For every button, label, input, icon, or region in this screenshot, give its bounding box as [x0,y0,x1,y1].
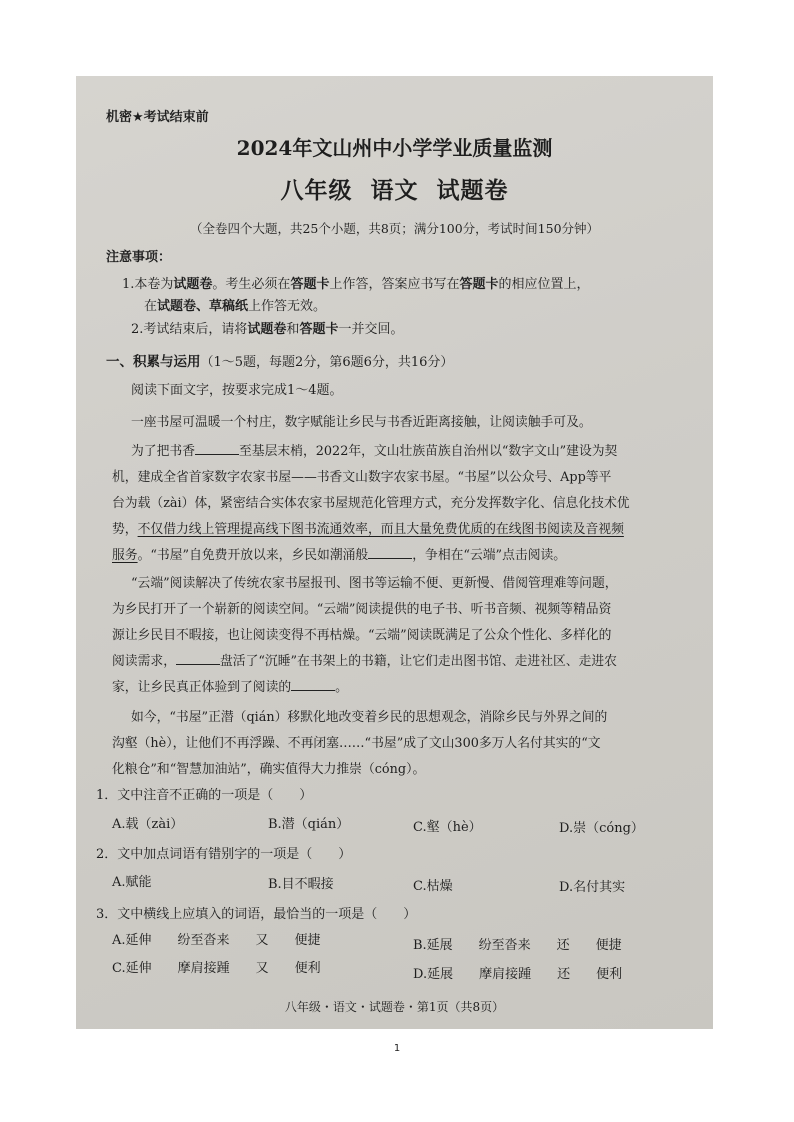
passage-p3-line-4: 阅读需求， 盘活了“沉睡”在书架上的书籍，让它们走出图书馆、走进社区、走进农 [112,654,617,669]
passage-p2-line-5: 服务。“书屋”自免费开放以来，乡民如潮涌般 ，争相在“云端”点击阅读。 [112,548,567,563]
question-1-option-b: B.潜（qián） [268,817,350,832]
exam-title: 2024年文山州中小学学业质量监测 [236,136,553,160]
passage-p2-line-4: 势，不仅借力线上管理提高线下图书流通效率，而且大量免费优质的在线图书阅读及音视频 [112,522,624,537]
question-1-option-c: C.壑（hè） [413,820,482,835]
passage-p4-line-1: 如今，“书屋”正潜（qián）移默化地改变着乡民的思想观念，消除乡民与外界之间的 [131,710,608,725]
notice-line-2: 在试题卷、草稿纸上作答无效。 [144,299,327,314]
passage-p2-line-1: 为了把书香 至基层末梢，2022年，文山壮族苗族自治州以“数字文山”建设为契 [131,444,618,459]
passage-p4-line-3: 化粮仓”和“智慧加油站”，确实值得大力推崇（cóng）。 [112,762,426,777]
question-2-stem: 2．文中加点词语有错别字的一项是（ ） [96,847,352,862]
question-2-option-d: D.名付其实 [559,880,626,895]
question-3-option-b: B.延展 纷至沓来 还 便捷 [413,938,622,953]
passage-p4-line-2: 沟壑（hè），让他们不再浮躁、不再闭塞……“书屋”成了文山300多万人名付其实的“文 [112,736,601,751]
question-3-option-d: D.延展 摩肩接踵 还 便利 [413,967,623,982]
passage-p3-line-2: 为乡民打开了一个崭新的阅读空间。“云端”阅读提供的电子书、听书音频、视频等精品资 [112,602,612,617]
underlined-sentence: 不仅借力线上管理提高线下图书流通效率，而且大量免费优质的在线图书阅读及音视频 [137,522,624,537]
exam-subtitle [76,172,713,205]
passage-paragraph-1: 一座书屋可温暖一个村庄，数字赋能让乡民与书香近距离接触，让阅读触手可及。 [131,415,592,430]
passage-p2-line-3: 台为载（zài）体，紧密结合实体农家书屋规范化管理方式，充分发挥数字化、信息化技术优 [112,496,630,511]
question-1-option-a: A.载（zài） [112,817,184,832]
question-2-option-c: C.枯燥 [413,879,453,894]
section-1-instruction: 阅读下面文字，按要求完成1～4题。 [131,383,343,398]
exam-info: （全卷四个大题，共25个小题，共8页；满分100分，考试时间150分钟） [189,221,600,236]
page-footer: 八年级・语文・试题卷・第1页（共8页） [284,1000,505,1014]
page-number: 1 [393,1043,401,1054]
section-1-heading: 一、积累与运用（1～5题，每题2分，第6题6分，共16分） [106,354,454,370]
grade-label: 八年级 [280,177,353,204]
subject-label: 语文 [370,177,419,204]
notice-line-1: 1.本卷为试题卷。考生必须在答题卡上作答，答案应书写在答题卡的相应位置上， [122,277,590,292]
answer-blank-2 [368,546,412,559]
passage-p3-line-3: 源让乡民目不暇接，也让阅读变得不再枯燥。“云端”阅读既满足了公众个性化、多样化的 [112,628,612,643]
question-1-stem: 1．文中注音不正确的一项是（ ） [96,788,313,803]
question-2-option-a: A.赋能 [112,875,152,890]
question-2-option-b: B.目不暇接 [268,877,334,892]
question-3-option-a: A.延伸 纷至沓来 又 便捷 [112,933,321,948]
question-3-option-c: C.延伸 摩肩接踵 又 便利 [112,961,321,976]
question-3-stem: 3．文中横线上应填入的词语，最恰当的一项是（ ） [96,907,417,922]
answer-blank-4 [291,678,335,691]
passage-p2-line-2: 机，建成全省首家数字农家书屋——书香文山数字农家书屋。“书屋”以公众号、App等平 [112,470,612,485]
exam-page-photo [76,76,713,1029]
notice-heading: 注意事项： [106,250,172,265]
answer-blank-1 [195,442,239,455]
answer-blank-3 [176,652,220,665]
passage-p3-line-5: 家，让乡民真正体验到了阅读的 。 [112,680,348,695]
question-1-option-d: D.崇（cóng） [559,821,644,836]
notice-line-3: 2.考试结束后，请将试题卷和答题卡一并交回。 [131,322,404,337]
paper-label: 试题卷 [436,177,509,204]
confidential-label: 机密★考试结束前 [106,110,209,125]
passage-p3-line-1: “云端”阅读解决了传统农家书屋报刊、图书等运输不便、更新慢、借阅管理难等问题， [131,576,618,591]
